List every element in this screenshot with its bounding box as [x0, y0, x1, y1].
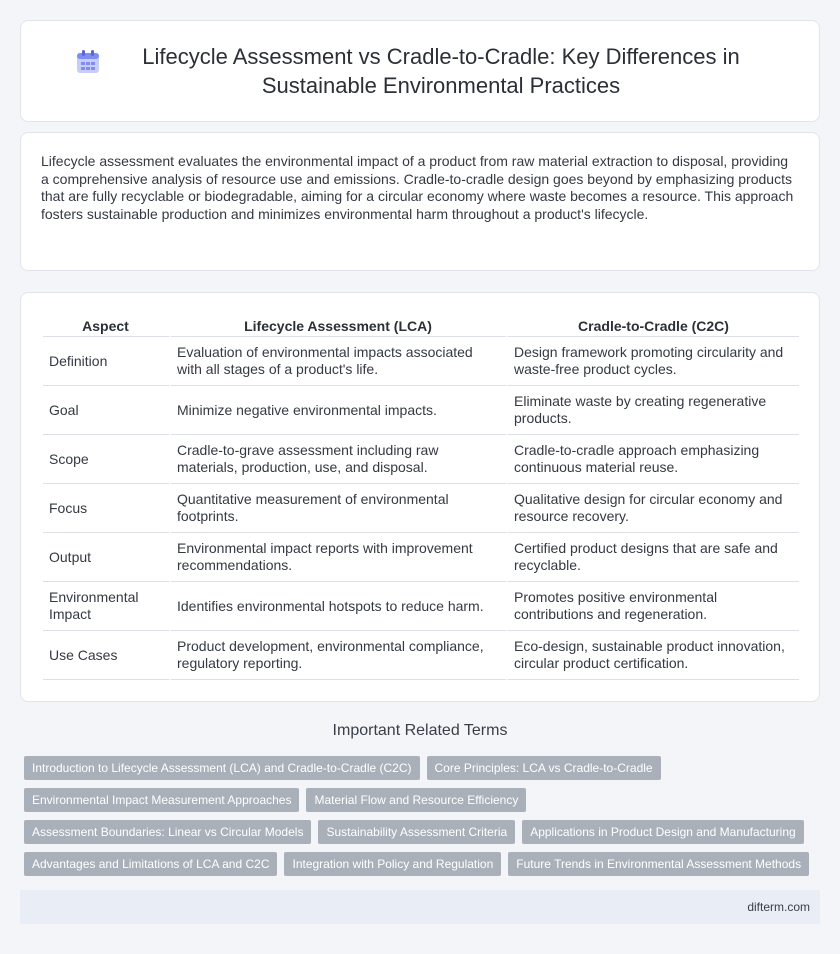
row-c2c: Design framework promoting circularity and waste-free product cycles. — [508, 337, 799, 386]
related-term-tag[interactable]: Advantages and Limitations of LCA and C2C — [24, 852, 277, 876]
table-row — [43, 533, 799, 582]
row-c2c: Certified product designs that are safe and recyclable. — [508, 533, 799, 582]
row-c2c: Eliminate waste by creating regenerative products. — [508, 386, 799, 435]
title-card — [20, 20, 820, 122]
table-row — [43, 631, 799, 680]
table-header-row — [43, 313, 799, 337]
page-title: Lifecycle Assessment vs Cradle-to-Cradle: Key Differences in Sustainable Environmental Practices — [142, 44, 740, 98]
row-aspect: Goal — [43, 386, 171, 435]
row-lca: Cradle-to-grave assessment including raw materials, production, use, and disposal. — [171, 435, 508, 484]
row-c2c: Eco-design, sustainable product innovation, circular product certification. — [508, 631, 799, 680]
related-term-tag[interactable]: Core Principles: LCA vs Cradle-to-Cradle — [427, 756, 661, 780]
intro-paragraph: Lifecycle assessment evaluates the environmental impact of a product from raw material extraction to disposal, providing a comprehensive analysis of resource use and emissions. Cradle-to-cradle design goes beyond by emphasizing products that are fully recyclable or biodegradable, aiming for a circular economy where waste becomes a resource. This approach fosters sustainable production and minimizes environmental harm throughout a product's lifecycle. — [41, 153, 794, 222]
row-lca: Quantitative measurement of environmental footprints. — [171, 484, 508, 533]
related-terms-list — [24, 756, 820, 876]
related-term-tag[interactable]: Material Flow and Resource Efficiency — [306, 788, 526, 812]
title-wrap — [50, 42, 790, 100]
header-c2c: Cradle-to-Cradle (C2C) — [508, 313, 799, 337]
table-row — [43, 484, 799, 533]
table-row — [43, 337, 799, 386]
related-term-tag[interactable]: Environmental Impact Measurement Approaches — [24, 788, 299, 812]
row-lca: Evaluation of environmental impacts associated with all stages of a product's life. — [171, 337, 508, 386]
row-c2c: Promotes positive environmental contributions and regeneration. — [508, 582, 799, 631]
row-lca: Product development, environmental compliance, regulatory reporting. — [171, 631, 508, 680]
row-aspect: Environmental Impact — [43, 582, 171, 631]
related-term-tag[interactable]: Future Trends in Environmental Assessment Methods — [508, 852, 809, 876]
row-aspect: Output — [43, 533, 171, 582]
header-lca: Lifecycle Assessment (LCA) — [171, 313, 508, 337]
table-row — [43, 582, 799, 631]
comparison-table — [43, 313, 799, 680]
row-aspect: Use Cases — [43, 631, 171, 680]
intro-card — [20, 132, 820, 271]
related-term-tag[interactable]: Applications in Product Design and Manufacturing — [522, 820, 804, 844]
row-c2c: Qualitative design for circular economy and resource recovery. — [508, 484, 799, 533]
row-aspect: Definition — [43, 337, 171, 386]
row-lca: Environmental impact reports with improvement recommendations. — [171, 533, 508, 582]
related-term-tag[interactable]: Sustainability Assessment Criteria — [318, 820, 515, 844]
row-aspect: Focus — [43, 484, 171, 533]
related-term-tag[interactable]: Assessment Boundaries: Linear vs Circular Models — [24, 820, 311, 844]
table-row — [43, 386, 799, 435]
comparison-table-card — [20, 292, 820, 702]
header-aspect: Aspect — [43, 313, 171, 337]
row-c2c: Cradle-to-cradle approach emphasizing continuous material reuse. — [508, 435, 799, 484]
footer — [20, 890, 820, 924]
related-term-tag[interactable]: Introduction to Lifecycle Assessment (LCA) and Cradle-to-Cradle (C2C) — [24, 756, 420, 780]
table-row — [43, 435, 799, 484]
row-lca: Minimize negative environmental impacts. — [171, 386, 508, 435]
related-term-tag[interactable]: Integration with Policy and Regulation — [284, 852, 501, 876]
related-terms-title: Important Related Terms — [332, 722, 508, 739]
footer-site-link[interactable]: difterm.com — [747, 900, 810, 914]
row-aspect: Scope — [43, 435, 171, 484]
row-lca: Identifies environmental hotspots to reduce harm. — [171, 582, 508, 631]
calendar-icon — [74, 48, 102, 76]
